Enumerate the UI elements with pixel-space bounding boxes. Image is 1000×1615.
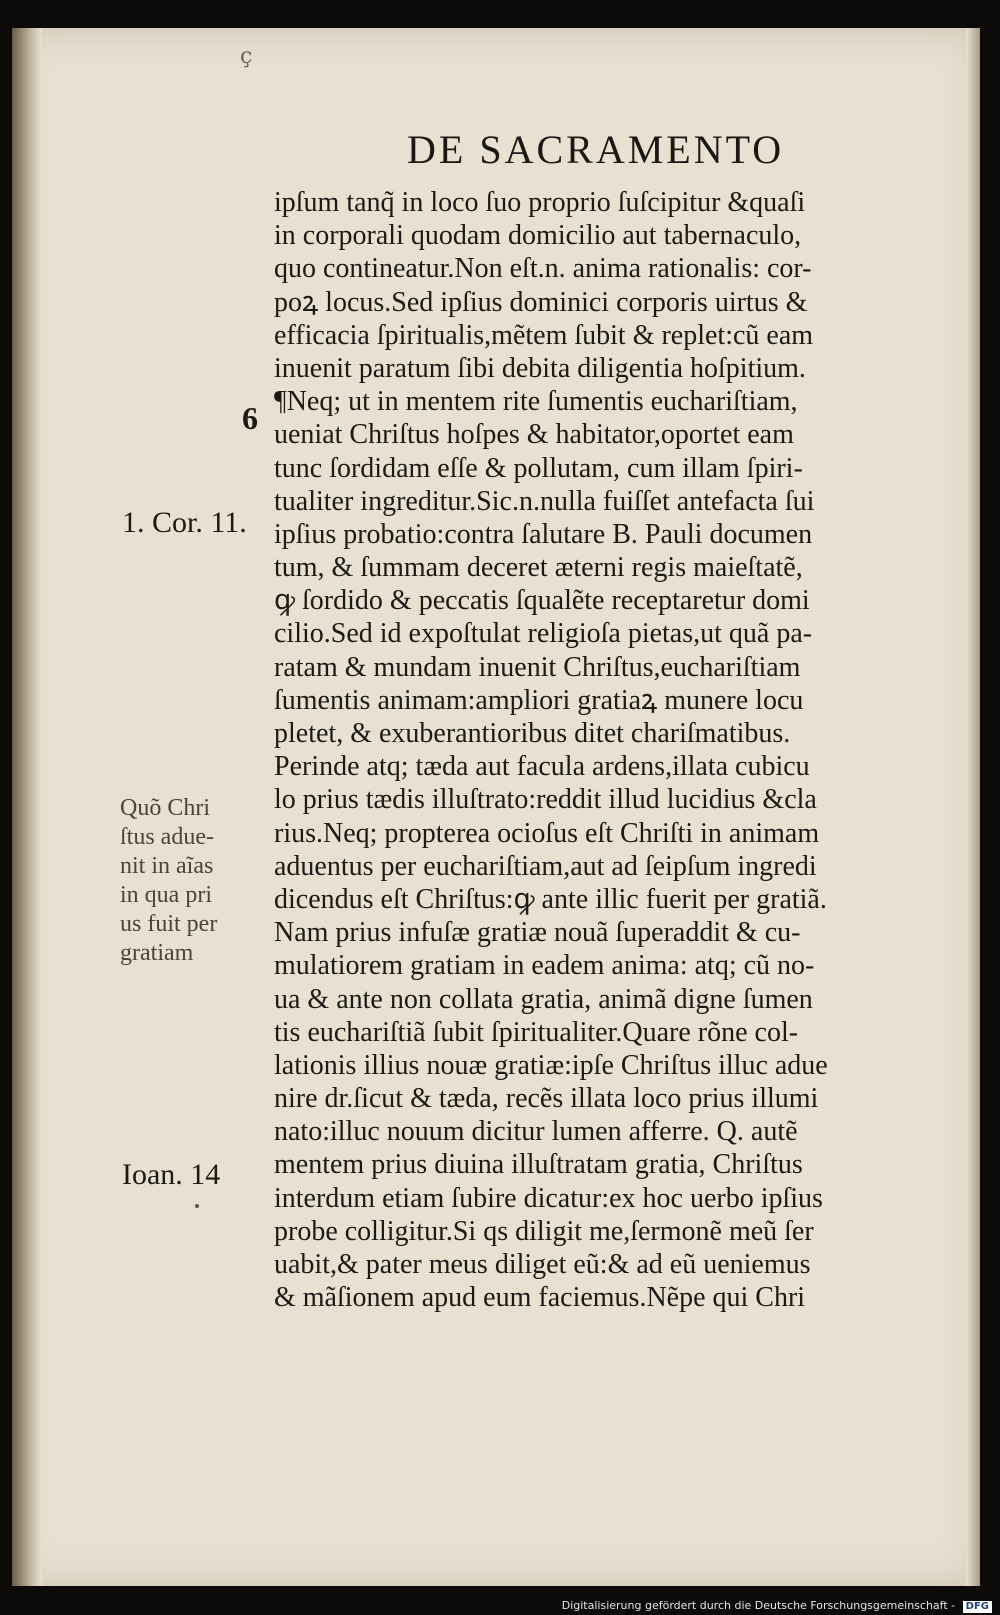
- text-line: tualiter ingreditur.Sic.n.nulla fuiſſet antefacta ſui: [274, 485, 815, 517]
- page-mark: ç: [240, 44, 253, 69]
- margin-reference-corinthians: 1. Cor. 11.: [122, 506, 247, 539]
- text-line: & mãſionem apud eum faciemus.Nẽpe qui Chri: [274, 1282, 806, 1314]
- text-line: lationis illius nouæ gratiæ:ipſe Chriſtus illuc adue: [274, 1049, 828, 1081]
- gloss-line: us fuit per: [120, 911, 218, 937]
- text-line: tunc ſordidam eſſe & pollutam, cum illam ſpiri-: [274, 452, 803, 484]
- page-binding-shadow: [12, 28, 42, 1586]
- running-header: DE SACRAMENTO: [407, 127, 785, 172]
- text-line: efficacia ſpiritualis,mẽtem ſubit & replet:cũ eam: [274, 319, 814, 351]
- text-line: interdum etiam ſubire dicatur:ex hoc uerbo ipſius: [274, 1182, 823, 1214]
- book-page: [12, 28, 980, 1586]
- text-line: ua & ante non collata gratia, animã digne ſumen: [274, 983, 813, 1015]
- text-line: Perinde atq; tæda aut facula ardens,illata cubicu: [274, 751, 810, 783]
- text-line: tum, & ſummam deceret æterni regis maieſtatẽ,: [274, 552, 803, 584]
- text-line: nato:illuc nouum dicitur lumen afferre. Q. autẽ: [274, 1116, 798, 1148]
- text-line: ipſum tanq̃ in loco ſuo proprio ſuſcipitur &quaſi: [274, 187, 806, 218]
- margin-gloss: [120, 794, 270, 968]
- text-line: ueniat Chriſtus hoſpes & habitator,oportet eam: [274, 419, 794, 451]
- paragraph-number: 6: [242, 400, 258, 436]
- text-line: cilio.Sed id expoſtulat religioſa pietas,ut quã pa-: [274, 618, 813, 650]
- text-line: inuenit paratum ſibi debita diligentia hoſpitium.: [274, 352, 806, 384]
- ink-dot: [195, 1204, 199, 1208]
- credit-separator: -: [951, 1599, 956, 1612]
- text-line: ipſius probatio:contra ſalutare B. Pauli documen: [274, 518, 813, 550]
- text-line: probe colligitur.Si qs diligit me,ſermonẽ meũ ſer: [274, 1215, 814, 1247]
- text-line: ratam & mundam inuenit Chriſtus,euchariſtiam: [274, 651, 801, 683]
- text-line: Nam prius infuſæ gratiæ nouã ſuperaddit & cu-: [274, 917, 801, 949]
- text-line: dicendus eſt Chriſtus:ꝙ ante illic fuerit per gratiã.: [274, 883, 827, 915]
- text-line: ꝙ ſordido & peccatis ſqualẽte receptaretur domi: [274, 585, 810, 617]
- main-text-block: [274, 186, 972, 1314]
- text-line: ¶Neq; ut in mentem rite ſumentis euchariſtiam,: [274, 386, 798, 418]
- credit-text: Digitalisierung gefördert durch die Deutsche Forschungsgemeinschaft: [561, 1599, 948, 1612]
- text-line: mentem prius diuina illuſtratam gratia, Chriſtus: [274, 1149, 803, 1181]
- text-line: uabit,& pater meus diliget eũ:& ad eũ ueniemus: [274, 1249, 811, 1280]
- gloss-line: nit in aĩas: [120, 853, 214, 879]
- text-line: aduentus per euchariſtiam,aut ad ſeipſum ingredi: [274, 850, 817, 882]
- text-line: quo contineatur.Non eſt.n. anima rationalis: cor-: [274, 253, 812, 285]
- text-line: nire dr.ſicut & tæda, recẽs illata loco prius illumi: [274, 1083, 819, 1115]
- text-line: rius.Neq; propterea ocioſus eſt Chriſti in animam: [274, 817, 820, 849]
- text-line: poꝝ locus.Sed ipſius dominici corporis uirtus &: [274, 286, 808, 318]
- digitization-credit: [562, 1599, 992, 1613]
- text-line: ſumentis animam:ampliori gratiaꝝ munere locu: [274, 684, 804, 716]
- dfg-logo: DFG: [963, 1601, 992, 1613]
- text-line: pletet, & exuberantioribus ditet chariſmatibus.: [274, 718, 791, 749]
- margin-reference-ioan: Ioan. 14: [122, 1158, 221, 1191]
- gloss-line: Quõ Chri: [120, 795, 210, 821]
- gloss-line: in qua pri: [120, 882, 212, 908]
- text-line: mulatiorem gratiam in eadem anima: atq; cũ no-: [274, 950, 815, 982]
- text-line: in corporali quodam domicilio aut tabernaculo,: [274, 220, 802, 252]
- text-line: lo prius tædis illuſtrato:reddit illud lucidius &cla: [274, 784, 817, 816]
- gloss-line: gratiam: [120, 940, 194, 966]
- text-line: tis euchariſtiã ſubit ſpiritualiter.Quare rõne col-: [274, 1016, 799, 1048]
- gloss-line: ſtus adue-: [120, 824, 214, 850]
